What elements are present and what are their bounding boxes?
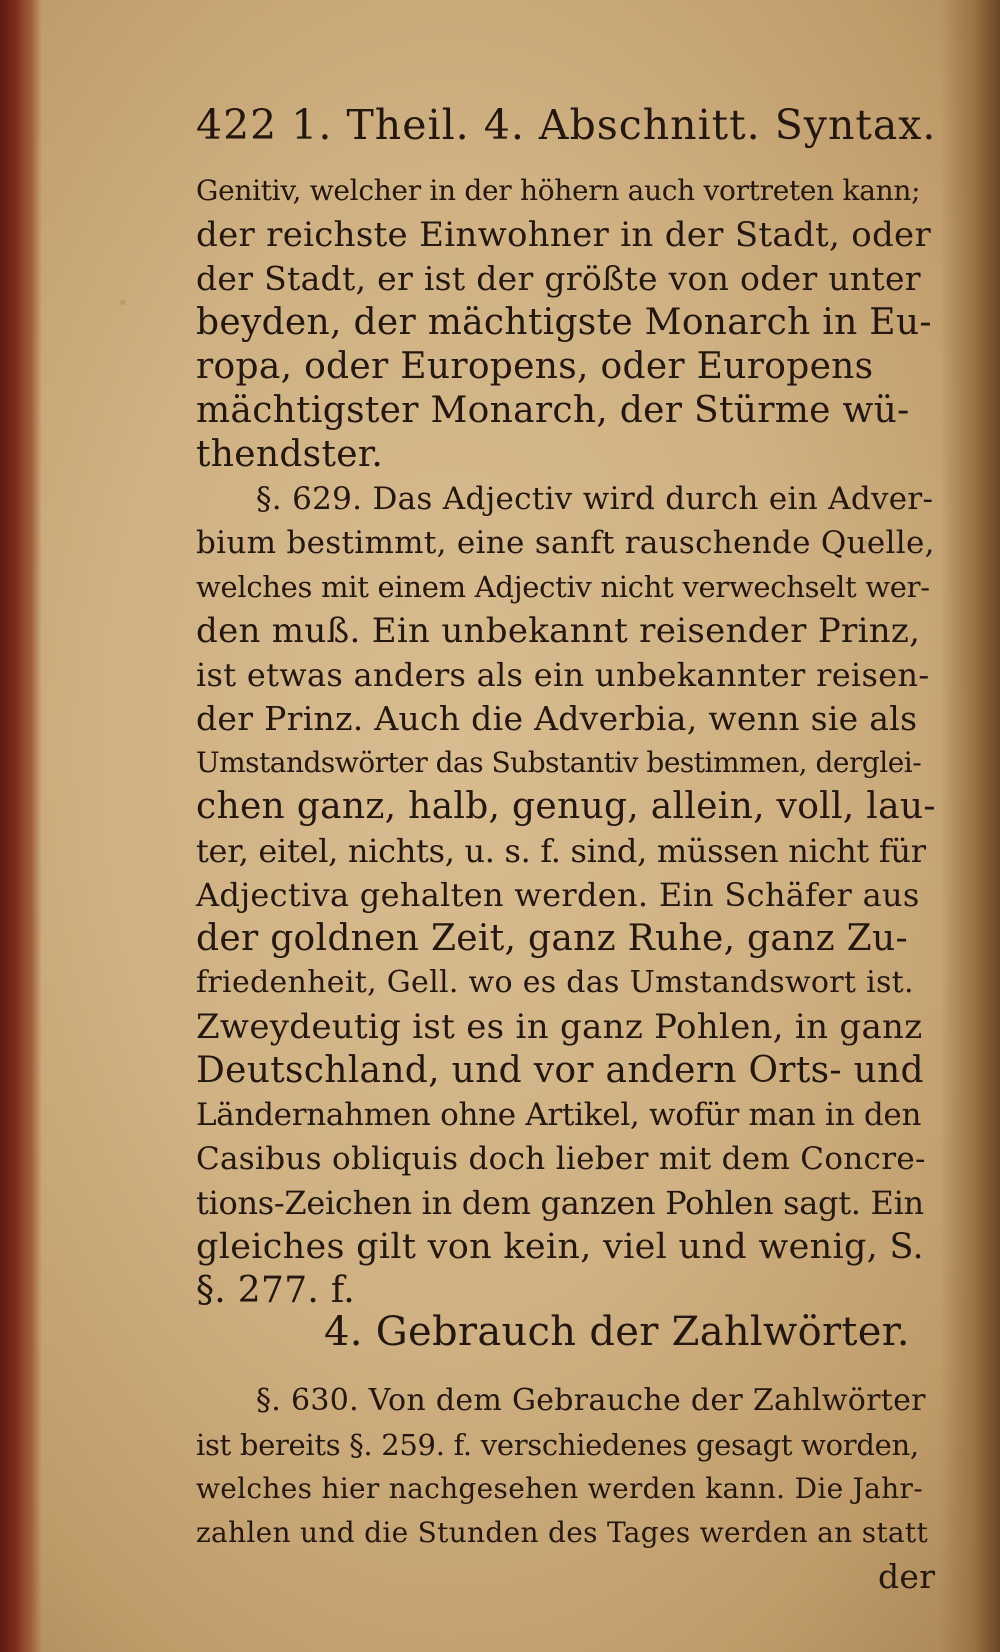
paper-fleck [120, 300, 126, 305]
paragraph-630: §. 630. Von dem Gebrauche der Zahlwörter [256, 1383, 926, 1418]
body-line: ter, eitel, nichts, u. s. f. sind, müssen nicht für [196, 832, 926, 870]
body-line: Zweydeutig ist es in ganz Pohlen, in ganz [196, 1007, 923, 1047]
text-block [196, 0, 936, 1652]
body-line: Genitiv, welcher in der höhern auch vortreten kann; [196, 174, 921, 207]
body-line: chen ganz, halb, genug, allein, voll, lau- [196, 786, 936, 827]
body-line: Deutschland, und vor andern Orts- und [196, 1050, 924, 1091]
body-line: der reichste Einwohner in der Stadt, oder [196, 215, 932, 255]
body-line: Ländernahmen ohne Artikel, wofür man in den [196, 1097, 922, 1133]
body-line: §. 277. f. [196, 1270, 355, 1311]
section-heading: 4. Gebrauch der Zahlwörter. [324, 1309, 910, 1355]
body-line: der goldnen Zeit, ganz Ruhe, ganz Zu- [196, 918, 908, 959]
body-line: gleiches gilt von kein, viel und wenig, S. [196, 1227, 924, 1267]
body-line: welches mit einem Adjectiv nicht verwechselt wer- [196, 570, 930, 604]
body-line: mächtigster Monarch, der Stürme wü- [196, 390, 910, 431]
body-line: ist bereits §. 259. f. verschiedenes gesagt worden, [196, 1428, 919, 1462]
page-fore-edge [940, 0, 1000, 1652]
body-line: tions-Zeichen in dem ganzen Pohlen sagt. Ein [196, 1184, 924, 1222]
body-line: der Prinz. Auch die Adverbia, wenn sie als [196, 699, 918, 738]
body-line: zahlen und die Stunden des Tages werden an statt [196, 1516, 929, 1549]
body-line: Casibus obliquis doch lieber mit dem Concre- [196, 1141, 926, 1177]
body-line: ropa, oder Europens, oder Europens [196, 346, 874, 387]
paragraph-629: §. 629. Das Adjectiv wird durch ein Adver- [256, 481, 934, 517]
catchword: der [878, 1557, 936, 1596]
body-line: Umstandswörter das Substantiv bestimmen, derglei- [196, 746, 922, 779]
body-line: ist etwas anders als ein unbekannter reisen- [196, 656, 930, 694]
body-line: thendster. [196, 434, 384, 475]
body-line: bium bestimmt, eine sanft rauschende Quelle, [196, 525, 935, 561]
body-line: beyden, der mächtigste Monarch in Eu- [196, 302, 932, 343]
binding-edge [0, 0, 42, 1652]
running-head: 422 1. Theil. 4. Abschnitt. Syntax. [196, 101, 937, 149]
body-line: den muß. Ein unbekannt reisender Prinz, [196, 611, 921, 651]
body-line: der Stadt, er ist der größte von oder unter [196, 259, 921, 298]
body-line: welches hier nachgesehen werden kann. Die Jahr- [196, 1472, 923, 1505]
body-line: friedenheit, Gell. wo es das Umstandswort ist. [196, 965, 914, 1000]
body-line: Adjectiva gehalten werden. Ein Schäfer aus [196, 876, 920, 914]
